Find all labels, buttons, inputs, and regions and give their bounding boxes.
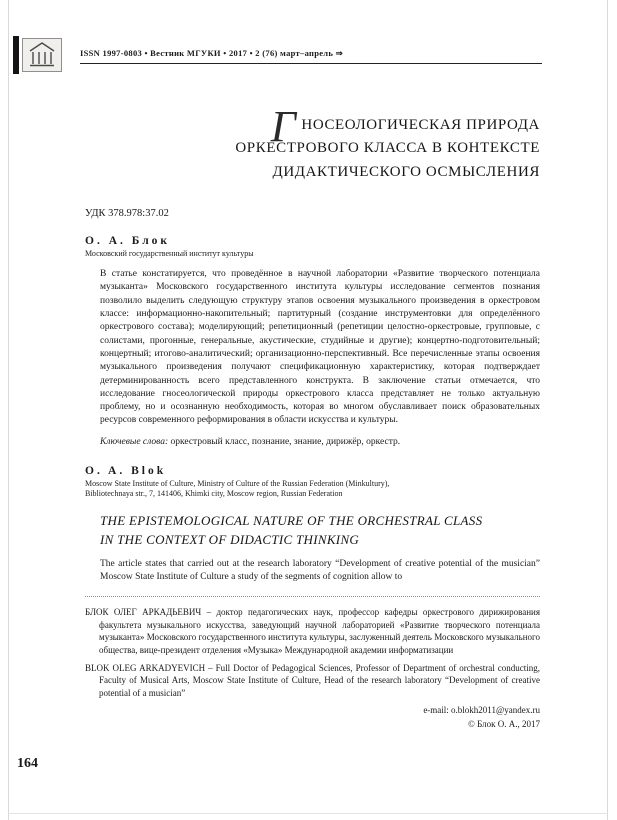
title-line-1: ГНОСЕОЛОГИЧЕСКАЯ ПРИРОДА (270, 102, 540, 151)
abstract-ru: В статье констатируется, что проведённое в научной лаборатории «Развитие творческого потенциала музыканта» Московского государственного института культуры исследование сегментов познания позволило выделить следующую структуру этапов освоения музыкального произведения в оркестровом классе: информационно-накопительный; партитурный (создание инструментовки для определённого оркестрового состава); моделирующий; репетиционный (репетиции целостно-оркестровые, групповые, с солистами, прогонные, генеральные, акустические, студийные и другие); концертно-подготовительный; концертный; итогово-аналитический; организационно-перспективный. Все перечисленные этапы освоения музыкального произведения получают спецификационную характеристику, которая подтверждает детерминированность всего представленного конструкта. В заключение статьи отмечается, что исследование гносеологической природы оркестрового класса представляет не только актуальную проблему, но и осознанную необходимость, которая во многом обуславливает поиск образовательных ресурсов современного реформирования в области искусства и культуры. (100, 269, 540, 426)
article-content (85, 100, 540, 732)
affiliation-ru: Московский государственный институт культуры (85, 248, 254, 258)
affiliation-en (85, 479, 540, 500)
abstract-en: The article states that carried out at the research laboratory “Development of creative potential of the musician” Moscow State Institute of Culture a study of the segments of cognition allow to (100, 558, 540, 583)
udk-label: УДК 378.978:37.02 (85, 207, 169, 219)
article-title-en (100, 512, 540, 548)
contact-block (85, 704, 540, 732)
keywords-line (100, 437, 540, 447)
article-title (85, 102, 540, 184)
page-edge-right (607, 0, 608, 820)
keywords-label: Ключевые слова: (100, 436, 169, 447)
affiliation-en-line-2: Bibliotechnaya str., 7, 141406, Khimki city, Moscow region, Russian Federation (85, 489, 343, 499)
journal-emblem-icon (22, 38, 62, 72)
title-en-line-2: IN THE CONTEXT OF DIDACTIC THINKING (100, 531, 360, 547)
title-line-1-text: НОСЕОЛОГИЧЕСКАЯ ПРИРОДА (301, 117, 540, 133)
header-rule (80, 63, 542, 64)
title-en-line-1: THE EPISTEMOLOGICAL NATURE OF THE ORCHESTRAL CLASS (100, 513, 483, 529)
title-line-3: ДИДАКТИЧЕСКОГО ОСМЫСЛЕНИЯ (272, 163, 540, 180)
author-name-en: O. A. Blok (85, 464, 167, 477)
title-line-2: ОРКЕСТРОВОГО КЛАССА В КОНТЕКСТЕ (235, 140, 540, 157)
author-name-ru: О. А. Блок (85, 234, 171, 247)
header-issn-line: ISSN 1997-0803 • Вестник МГУКИ • 2017 • 2 (76) март–апрель ⇒ (80, 48, 344, 58)
author-bio-ru: БЛОК ОЛЕГ АРКАДЬЕВИЧ – доктор педагогических наук, профессор кафедры оркестрового дирижирования факультета музыкального искусства, заведующий научной лабораторией «Развитие творческого потенциала музыканта» Московского государственного института культуры, заслуженный деятель Московского музыкального общества, вице-президент отделения «Музыка» Международной академии информатизации (85, 607, 540, 655)
page-edge-bottom (8, 813, 608, 814)
page-number: 164 (17, 756, 38, 771)
logo-accent-bar (13, 36, 19, 74)
keywords-text: оркестровый класс, познание, знание, дирижёр, оркестр. (168, 436, 401, 447)
affiliation-en-line-1: Moscow State Institute of Culture, Ministry of Culture of the Russian Federation (Minkultury), (85, 478, 390, 488)
author-bio-en: BLOK OLEG ARKADYEVICH – Full Doctor of Pedagogical Sciences, Professor of Department of orchestral conducting, Faculty of Musical Arts, Moscow State Institute of Culture, Head of the research laboratory “Development of creative potential of a musician” (85, 663, 540, 698)
copyright-line: © Блок О. А., 2017 (468, 719, 540, 730)
contact-email: e-mail: o.blokh2011@yandex.ru (423, 705, 540, 716)
page-edge-left (8, 0, 9, 820)
journal-logo (22, 38, 62, 72)
section-divider (85, 596, 540, 597)
